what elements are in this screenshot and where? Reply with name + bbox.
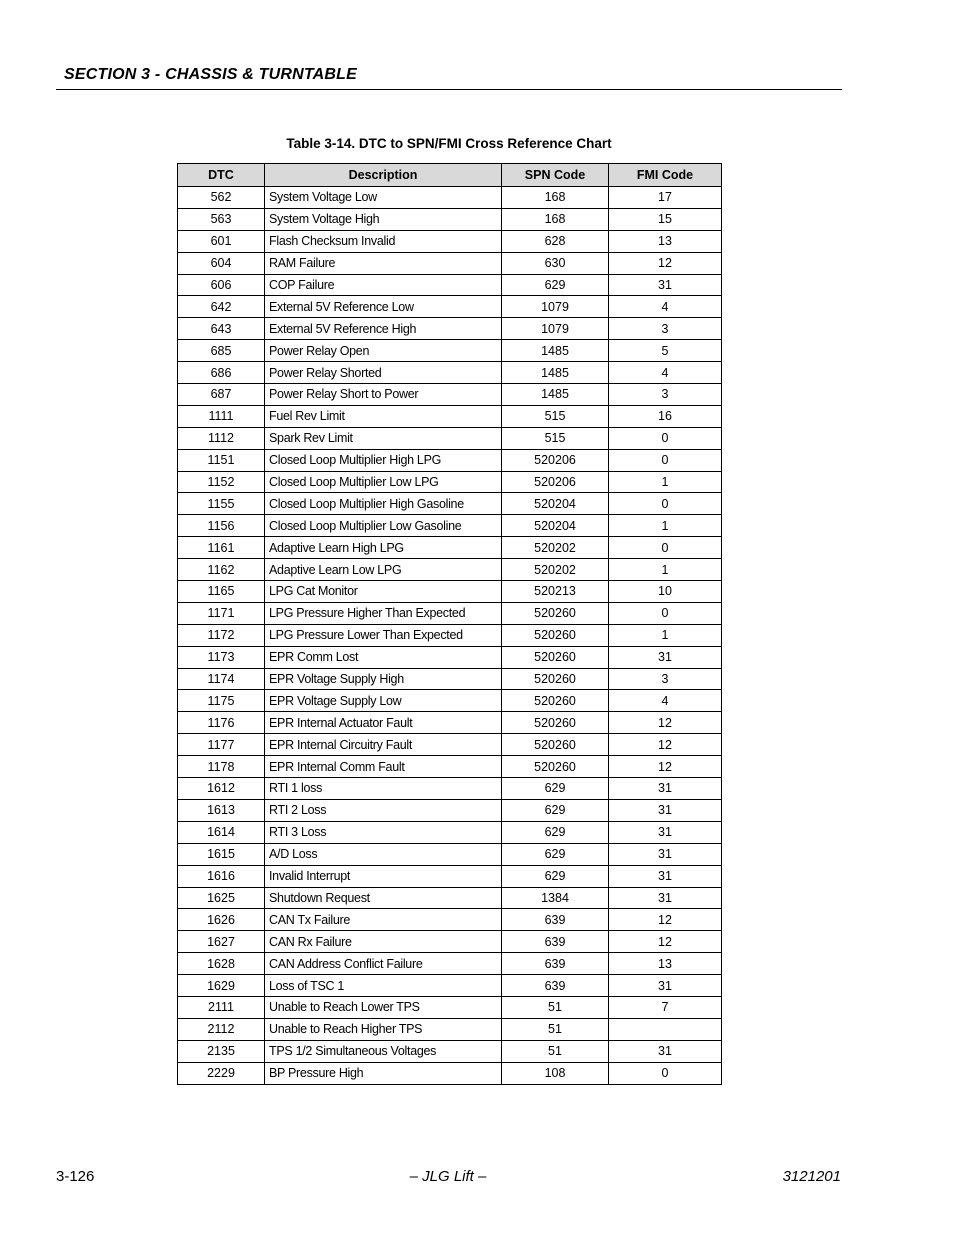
fmi-code-cell: 13 (609, 953, 722, 975)
fmi-code-cell: 3 (609, 668, 722, 690)
description-cell: Adaptive Learn High LPG (265, 537, 502, 559)
table-row (178, 362, 722, 384)
spn-code-cell: 520204 (502, 493, 609, 515)
dtc-cell: 1173 (178, 646, 265, 668)
table-row (178, 865, 722, 887)
table-row (178, 449, 722, 471)
description-cell: External 5V Reference High (265, 318, 502, 340)
spn-code-cell: 639 (502, 909, 609, 931)
footer-publisher: – JLG Lift – (409, 1168, 487, 1185)
fmi-code-cell: 12 (609, 756, 722, 778)
spn-code-cell: 1384 (502, 887, 609, 909)
spn-code-cell: 520260 (502, 668, 609, 690)
spn-code-cell: 1485 (502, 340, 609, 362)
dtc-cell: 1171 (178, 602, 265, 624)
dtc-cell: 1156 (178, 515, 265, 537)
table-row (178, 581, 722, 603)
table-row (178, 668, 722, 690)
dtc-cell: 1112 (178, 427, 265, 449)
fmi-code-cell: 3 (609, 318, 722, 340)
description-cell: Unable to Reach Lower TPS (265, 996, 502, 1018)
spn-code-cell: 108 (502, 1062, 609, 1084)
fmi-code-cell: 13 (609, 230, 722, 252)
fmi-code-cell: 0 (609, 493, 722, 515)
dtc-cell: 1616 (178, 865, 265, 887)
dtc-cell: 606 (178, 274, 265, 296)
description-cell: LPG Cat Monitor (265, 581, 502, 603)
spn-code-cell: 520202 (502, 537, 609, 559)
table-row (178, 471, 722, 493)
fmi-code-cell: 5 (609, 340, 722, 362)
fmi-code-cell: 3 (609, 384, 722, 406)
description-cell: RAM Failure (265, 252, 502, 274)
dtc-cell: 1176 (178, 712, 265, 734)
spn-code-cell: 520260 (502, 646, 609, 668)
description-cell: EPR Voltage Supply Low (265, 690, 502, 712)
spn-code-cell: 520260 (502, 690, 609, 712)
spn-code-cell: 51 (502, 1040, 609, 1062)
fmi-code-cell: 0 (609, 537, 722, 559)
dtc-cell: 1151 (178, 449, 265, 471)
header-rule (56, 89, 842, 90)
table-row (178, 1062, 722, 1084)
dtc-cell: 1625 (178, 887, 265, 909)
dtc-cell: 642 (178, 296, 265, 318)
table-row (178, 799, 722, 821)
fmi-code-cell: 31 (609, 821, 722, 843)
column-header-description: Description (265, 164, 502, 187)
dtc-cross-reference-table (177, 163, 722, 1085)
fmi-code-cell: 4 (609, 362, 722, 384)
description-cell: Power Relay Short to Power (265, 384, 502, 406)
dtc-cell: 1613 (178, 799, 265, 821)
spn-code-cell: 520260 (502, 712, 609, 734)
description-cell: Shutdown Request (265, 887, 502, 909)
dtc-cell: 2112 (178, 1018, 265, 1040)
spn-code-cell: 520260 (502, 756, 609, 778)
fmi-code-cell (609, 1018, 722, 1040)
fmi-code-cell: 31 (609, 799, 722, 821)
fmi-code-cell: 17 (609, 187, 722, 209)
dtc-cell: 685 (178, 340, 265, 362)
dtc-cell: 1155 (178, 493, 265, 515)
spn-code-cell: 168 (502, 187, 609, 209)
description-cell: TPS 1/2 Simultaneous Voltages (265, 1040, 502, 1062)
fmi-code-cell: 0 (609, 1062, 722, 1084)
fmi-code-cell: 15 (609, 208, 722, 230)
table-row (178, 953, 722, 975)
table-row (178, 646, 722, 668)
description-cell: LPG Pressure Lower Than Expected (265, 624, 502, 646)
description-cell: LPG Pressure Higher Than Expected (265, 602, 502, 624)
fmi-code-cell: 1 (609, 515, 722, 537)
table-row (178, 230, 722, 252)
dtc-cell: 643 (178, 318, 265, 340)
fmi-code-cell: 1 (609, 559, 722, 581)
description-cell: Loss of TSC 1 (265, 975, 502, 997)
description-cell: Closed Loop Multiplier Low LPG (265, 471, 502, 493)
table-row (178, 821, 722, 843)
table-row (178, 208, 722, 230)
table-row (178, 690, 722, 712)
spn-code-cell: 630 (502, 252, 609, 274)
spn-code-cell: 629 (502, 799, 609, 821)
table-row (178, 1040, 722, 1062)
table-row (178, 296, 722, 318)
spn-code-cell: 628 (502, 230, 609, 252)
fmi-code-cell: 1 (609, 471, 722, 493)
dtc-cell: 1628 (178, 953, 265, 975)
fmi-code-cell: 12 (609, 909, 722, 931)
dtc-cell: 1175 (178, 690, 265, 712)
spn-code-cell: 1079 (502, 296, 609, 318)
description-cell: EPR Internal Comm Fault (265, 756, 502, 778)
table-row (178, 384, 722, 406)
dtc-cell: 1161 (178, 537, 265, 559)
description-cell: Closed Loop Multiplier Low Gasoline (265, 515, 502, 537)
dtc-cell: 562 (178, 187, 265, 209)
fmi-code-cell: 7 (609, 996, 722, 1018)
dtc-cell: 1177 (178, 734, 265, 756)
description-cell: CAN Address Conflict Failure (265, 953, 502, 975)
dtc-cell: 1165 (178, 581, 265, 603)
fmi-code-cell: 4 (609, 690, 722, 712)
description-cell: Flash Checksum Invalid (265, 230, 502, 252)
description-cell: Power Relay Shorted (265, 362, 502, 384)
dtc-cell: 1614 (178, 821, 265, 843)
table-row (178, 274, 722, 296)
fmi-code-cell: 12 (609, 931, 722, 953)
dtc-cell: 1615 (178, 843, 265, 865)
table-body (178, 187, 722, 1085)
spn-code-cell: 515 (502, 427, 609, 449)
fmi-code-cell: 0 (609, 427, 722, 449)
description-cell: BP Pressure High (265, 1062, 502, 1084)
table-row (178, 756, 722, 778)
dtc-cell: 1162 (178, 559, 265, 581)
description-cell: CAN Rx Failure (265, 931, 502, 953)
description-cell: External 5V Reference Low (265, 296, 502, 318)
fmi-code-cell: 31 (609, 975, 722, 997)
spn-code-cell: 629 (502, 843, 609, 865)
fmi-code-cell: 31 (609, 865, 722, 887)
dtc-cell: 687 (178, 384, 265, 406)
fmi-code-cell: 31 (609, 274, 722, 296)
fmi-code-cell: 10 (609, 581, 722, 603)
description-cell: RTI 2 Loss (265, 799, 502, 821)
section-header: SECTION 3 - CHASSIS & TURNTABLE (64, 66, 358, 83)
spn-code-cell: 520206 (502, 471, 609, 493)
spn-code-cell: 520260 (502, 602, 609, 624)
fmi-code-cell: 16 (609, 405, 722, 427)
table-row (178, 602, 722, 624)
description-cell: EPR Internal Actuator Fault (265, 712, 502, 734)
spn-code-cell: 629 (502, 778, 609, 800)
fmi-code-cell: 31 (609, 1040, 722, 1062)
description-cell: RTI 1 loss (265, 778, 502, 800)
table-row (178, 318, 722, 340)
table-row (178, 778, 722, 800)
description-cell: EPR Comm Lost (265, 646, 502, 668)
fmi-code-cell: 12 (609, 712, 722, 734)
dtc-cell: 604 (178, 252, 265, 274)
spn-code-cell: 629 (502, 865, 609, 887)
table-row (178, 427, 722, 449)
fmi-code-cell: 31 (609, 778, 722, 800)
table-row (178, 340, 722, 362)
dtc-cell: 1629 (178, 975, 265, 997)
table-title: Table 3-14. DTC to SPN/FMI Cross Reference Chart (286, 136, 612, 151)
spn-code-cell: 639 (502, 931, 609, 953)
table-row (178, 493, 722, 515)
table-row (178, 712, 722, 734)
footer-page-number: 3-126 (56, 1168, 95, 1185)
column-header-spn-code: SPN Code (502, 164, 609, 187)
spn-code-cell: 520213 (502, 581, 609, 603)
fmi-code-cell: 4 (609, 296, 722, 318)
dtc-cell: 601 (178, 230, 265, 252)
description-cell: Adaptive Learn Low LPG (265, 559, 502, 581)
spn-code-cell: 520204 (502, 515, 609, 537)
description-cell: Spark Rev Limit (265, 427, 502, 449)
dtc-cell: 1152 (178, 471, 265, 493)
description-cell: System Voltage High (265, 208, 502, 230)
column-header-fmi-code: FMI Code (609, 164, 722, 187)
table-row (178, 996, 722, 1018)
dtc-cell: 1172 (178, 624, 265, 646)
fmi-code-cell: 31 (609, 887, 722, 909)
fmi-code-cell: 0 (609, 602, 722, 624)
spn-code-cell: 639 (502, 975, 609, 997)
description-cell: Unable to Reach Higher TPS (265, 1018, 502, 1040)
column-header-dtc: DTC (178, 164, 265, 187)
description-cell: Closed Loop Multiplier High LPG (265, 449, 502, 471)
table-header-row (178, 164, 722, 187)
table-row (178, 1018, 722, 1040)
spn-code-cell: 629 (502, 821, 609, 843)
table-row (178, 931, 722, 953)
description-cell: Invalid Interrupt (265, 865, 502, 887)
dtc-cell: 2135 (178, 1040, 265, 1062)
table-row (178, 252, 722, 274)
table-row (178, 909, 722, 931)
fmi-code-cell: 12 (609, 734, 722, 756)
dtc-cell: 1174 (178, 668, 265, 690)
spn-code-cell: 520206 (502, 449, 609, 471)
spn-code-cell: 629 (502, 274, 609, 296)
table-row (178, 975, 722, 997)
description-cell: Fuel Rev Limit (265, 405, 502, 427)
table-row (178, 887, 722, 909)
spn-code-cell: 520260 (502, 624, 609, 646)
spn-code-cell: 639 (502, 953, 609, 975)
fmi-code-cell: 31 (609, 843, 722, 865)
spn-code-cell: 1079 (502, 318, 609, 340)
spn-code-cell: 1485 (502, 362, 609, 384)
fmi-code-cell: 12 (609, 252, 722, 274)
fmi-code-cell: 1 (609, 624, 722, 646)
spn-code-cell: 520202 (502, 559, 609, 581)
spn-code-cell: 51 (502, 996, 609, 1018)
spn-code-cell: 515 (502, 405, 609, 427)
dtc-cell: 563 (178, 208, 265, 230)
spn-code-cell: 51 (502, 1018, 609, 1040)
description-cell: CAN Tx Failure (265, 909, 502, 931)
table-row (178, 537, 722, 559)
table-row (178, 187, 722, 209)
description-cell: EPR Internal Circuitry Fault (265, 734, 502, 756)
spn-code-cell: 520260 (502, 734, 609, 756)
description-cell: COP Failure (265, 274, 502, 296)
dtc-cell: 686 (178, 362, 265, 384)
table-row (178, 515, 722, 537)
dtc-cell: 1111 (178, 405, 265, 427)
description-cell: RTI 3 Loss (265, 821, 502, 843)
dtc-cell: 1626 (178, 909, 265, 931)
description-cell: EPR Voltage Supply High (265, 668, 502, 690)
table-row (178, 559, 722, 581)
table-row (178, 624, 722, 646)
dtc-cell: 1627 (178, 931, 265, 953)
dtc-cell: 1612 (178, 778, 265, 800)
fmi-code-cell: 0 (609, 449, 722, 471)
dtc-cell: 2111 (178, 996, 265, 1018)
description-cell: A/D Loss (265, 843, 502, 865)
description-cell: System Voltage Low (265, 187, 502, 209)
table-row (178, 734, 722, 756)
fmi-code-cell: 31 (609, 646, 722, 668)
footer-document-number: 3121201 (782, 1168, 841, 1185)
description-cell: Power Relay Open (265, 340, 502, 362)
description-cell: Closed Loop Multiplier High Gasoline (265, 493, 502, 515)
spn-code-cell: 168 (502, 208, 609, 230)
dtc-cell: 1178 (178, 756, 265, 778)
table-row (178, 843, 722, 865)
spn-code-cell: 1485 (502, 384, 609, 406)
table-row (178, 405, 722, 427)
dtc-cell: 2229 (178, 1062, 265, 1084)
